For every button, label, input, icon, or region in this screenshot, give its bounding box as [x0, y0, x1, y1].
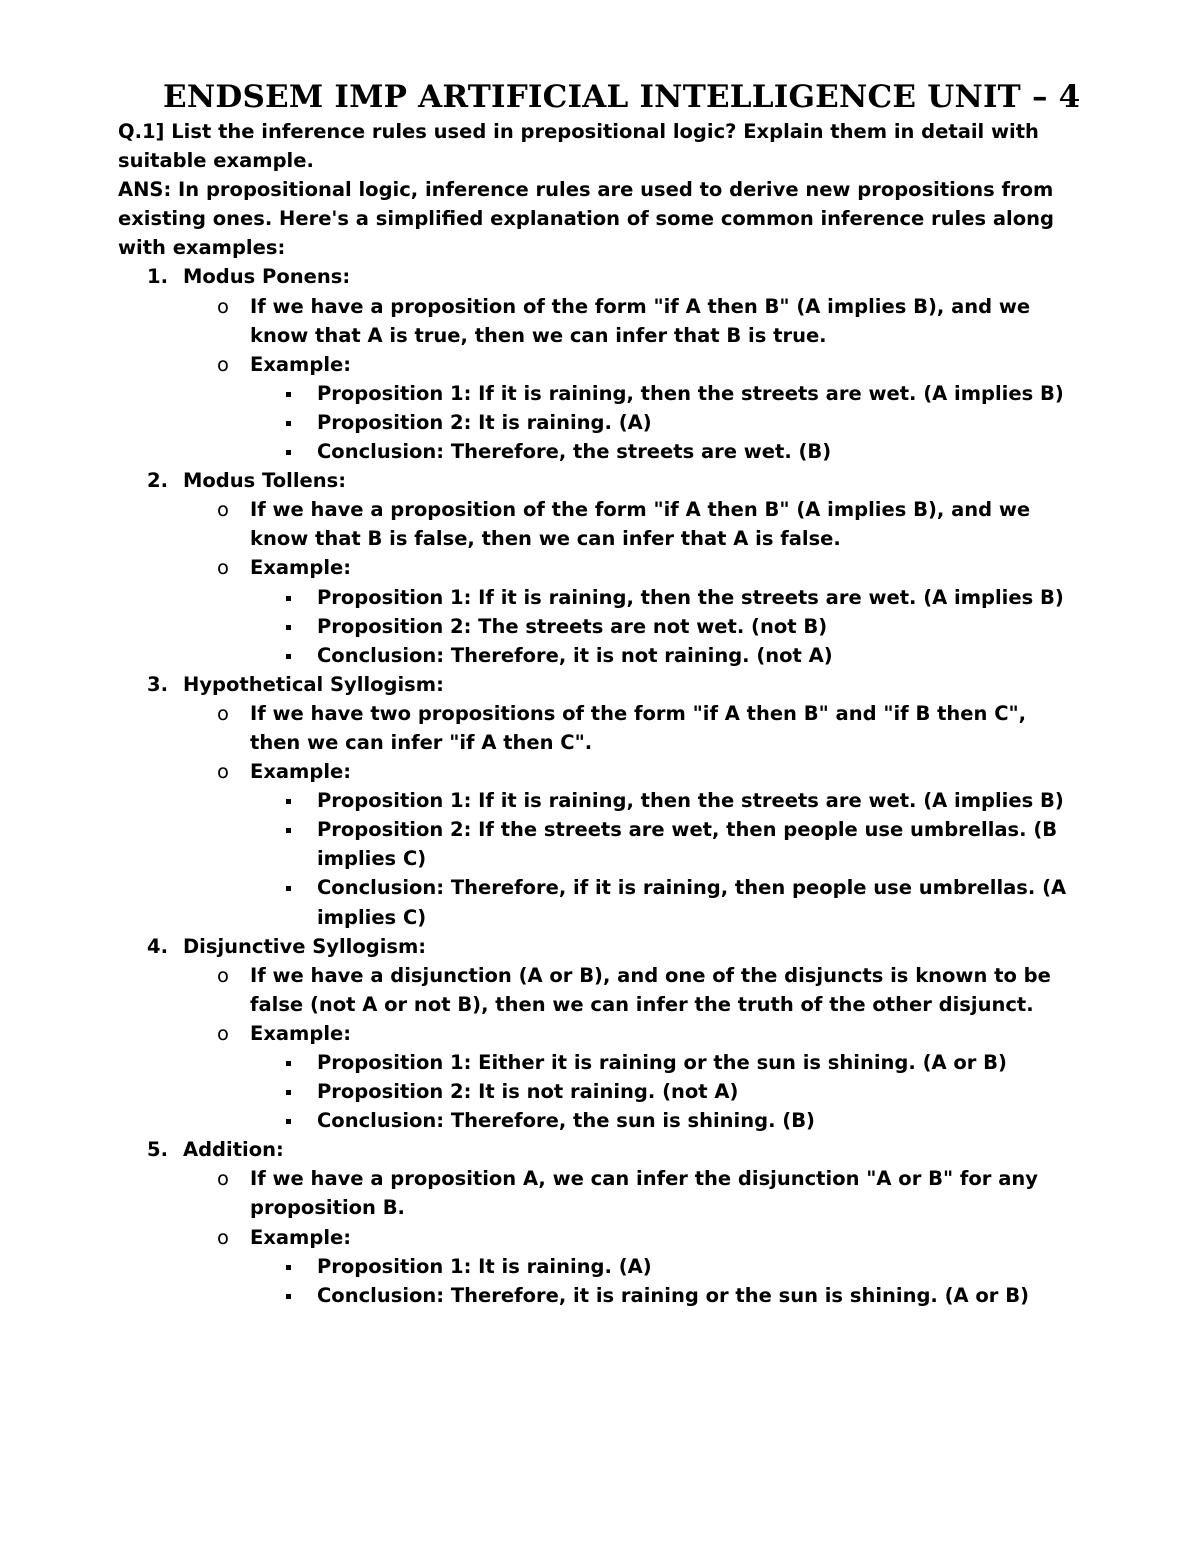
square-bullet-icon — [286, 654, 291, 659]
square-bullet-icon — [286, 392, 291, 397]
example-text: Proposition 1: If it is raining, then the streets are wet. (A implies B) — [317, 789, 1064, 813]
example-line — [250, 437, 1083, 466]
circle-bullet-icon: o — [217, 498, 229, 522]
example-line — [250, 873, 1083, 931]
rule-name: Disjunctive Syllogism: — [183, 934, 427, 958]
example-text: Conclusion: Therefore, if it is raining, then people use umbrellas. (A implies C) — [317, 876, 1067, 929]
circle-bullet-icon: o — [217, 963, 229, 987]
square-bullet-icon — [286, 828, 291, 833]
circle-bullet-icon: o — [217, 294, 229, 318]
rule-description: If we have a disjunction (A or B), and one of the disjuncts is known to be false (not A or not B), then we can infer the truth of the other disjunct. — [250, 963, 1051, 1016]
example-line — [250, 612, 1083, 641]
document-title: ENDSEM IMP ARTIFICIAL INTELLIGENCE UNIT – 4 — [163, 79, 1081, 115]
example-line — [250, 1077, 1083, 1106]
square-bullet-icon — [286, 1090, 291, 1095]
inference-rules-list — [118, 262, 1083, 1309]
rule-description-item — [183, 961, 1083, 1019]
rule-item — [118, 1135, 1083, 1310]
example-text: Proposition 1: Either it is raining or the sun is shining. (A or B) — [317, 1051, 1007, 1074]
example-line — [250, 641, 1083, 670]
example-text: Conclusion: Therefore, the streets are wet. (B) — [317, 440, 832, 464]
answer-intro: ANS: In propositional logic, inference rules are used to derive new propositions from existing ones. Here's a simplified explanation of some common inference rules along with examples: — [118, 178, 1054, 260]
example-text: Proposition 2: It is raining. (A) — [317, 410, 652, 434]
rule-number: 2. — [147, 469, 168, 493]
rule-details — [183, 292, 1083, 467]
rule-item — [118, 932, 1083, 1136]
square-bullet-icon — [286, 1265, 291, 1270]
circle-bullet-icon: o — [217, 556, 229, 580]
square-bullet-icon — [286, 1294, 291, 1299]
rule-description: If we have a proposition of the form "if A then B" (A implies B), and we know that B is false, then we can infer that A is false. — [250, 498, 1031, 551]
example-item — [183, 757, 1083, 932]
example-item — [183, 1019, 1083, 1135]
example-text: Proposition 1: If it is raining, then the streets are wet. (A implies B) — [317, 585, 1064, 609]
rule-number: 4. — [147, 934, 168, 958]
rule-description-item — [183, 292, 1083, 350]
square-bullet-icon — [286, 1061, 291, 1066]
square-bullet-icon — [286, 799, 291, 804]
rule-number: 3. — [147, 672, 168, 696]
rule-item — [118, 262, 1083, 466]
square-bullet-icon — [286, 450, 291, 455]
square-bullet-icon — [286, 625, 291, 630]
example-line — [250, 583, 1083, 612]
example-item — [183, 553, 1083, 669]
example-list — [250, 583, 1083, 670]
rule-description-item — [183, 495, 1083, 553]
question-text: Q.1] List the inference rules used in prepositional logic? Explain them in detail with suitable example. — [118, 120, 1039, 173]
circle-bullet-icon: o — [217, 760, 229, 784]
example-line — [250, 1106, 1083, 1135]
example-line — [250, 786, 1083, 815]
document-body — [118, 117, 1083, 1310]
example-text: Proposition 2: The streets are not wet. (not B) — [317, 614, 828, 638]
rule-name: Hypothetical Syllogism: — [183, 672, 444, 696]
example-list — [250, 786, 1083, 931]
example-item — [183, 350, 1083, 466]
rule-number: 5. — [147, 1138, 168, 1162]
circle-bullet-icon: o — [217, 1021, 229, 1045]
example-label: Example: — [250, 1225, 352, 1249]
circle-bullet-icon: o — [217, 1167, 229, 1191]
example-list — [250, 1048, 1083, 1135]
example-line — [250, 1281, 1083, 1310]
example-text: Proposition 1: If it is raining, then the streets are wet. (A implies B) — [317, 381, 1064, 405]
example-text: Proposition 2: It is not raining. (not A) — [317, 1080, 739, 1104]
rule-item — [118, 466, 1083, 670]
rule-details — [183, 961, 1083, 1136]
square-bullet-icon — [286, 596, 291, 601]
example-label: Example: — [250, 352, 352, 376]
example-line — [250, 1048, 1083, 1077]
example-label: Example: — [250, 760, 352, 784]
rule-name: Modus Tollens: — [183, 469, 347, 493]
example-text: Conclusion: Therefore, it is raining or the sun is shining. (A or B) — [317, 1283, 1029, 1307]
example-text: Conclusion: Therefore, it is not raining. (not A) — [317, 643, 833, 667]
example-list — [250, 379, 1083, 466]
rule-details — [183, 1164, 1083, 1309]
rule-description: If we have a proposition A, we can infer the disjunction "A or B" for any proposition B. — [250, 1167, 1038, 1220]
example-line — [250, 815, 1083, 873]
rule-name: Modus Ponens: — [183, 265, 351, 289]
rule-description-item — [183, 699, 1083, 757]
rule-description-item — [183, 1164, 1083, 1222]
rule-name: Addition: — [183, 1138, 284, 1162]
rule-number: 1. — [147, 265, 168, 289]
example-item — [183, 1223, 1083, 1310]
rule-details — [183, 495, 1083, 670]
circle-bullet-icon: o — [217, 352, 229, 376]
example-list — [250, 1252, 1083, 1310]
example-text: Proposition 2: If the streets are wet, then people use umbrellas. (B implies C) — [317, 818, 1058, 871]
square-bullet-icon — [286, 421, 291, 426]
example-line — [250, 379, 1083, 408]
example-line — [250, 1252, 1083, 1281]
square-bullet-icon — [286, 1119, 291, 1124]
circle-bullet-icon: o — [217, 701, 229, 725]
example-label: Example: — [250, 556, 352, 580]
example-text: Conclusion: Therefore, the sun is shining. (B) — [317, 1109, 815, 1133]
circle-bullet-icon: o — [217, 1225, 229, 1249]
rule-description: If we have a proposition of the form "if A then B" (A implies B), and we know that A is true, then we can infer that B is true. — [250, 294, 1031, 347]
example-line — [250, 408, 1083, 437]
square-bullet-icon — [286, 886, 291, 891]
rule-details — [183, 699, 1083, 932]
rule-description: If we have two propositions of the form "if A then B" and "if B then C", then we can infer "if A then C". — [250, 701, 1027, 754]
example-text: Proposition 1: It is raining. (A) — [317, 1254, 652, 1278]
rule-item — [118, 670, 1083, 932]
example-label: Example: — [250, 1021, 352, 1045]
